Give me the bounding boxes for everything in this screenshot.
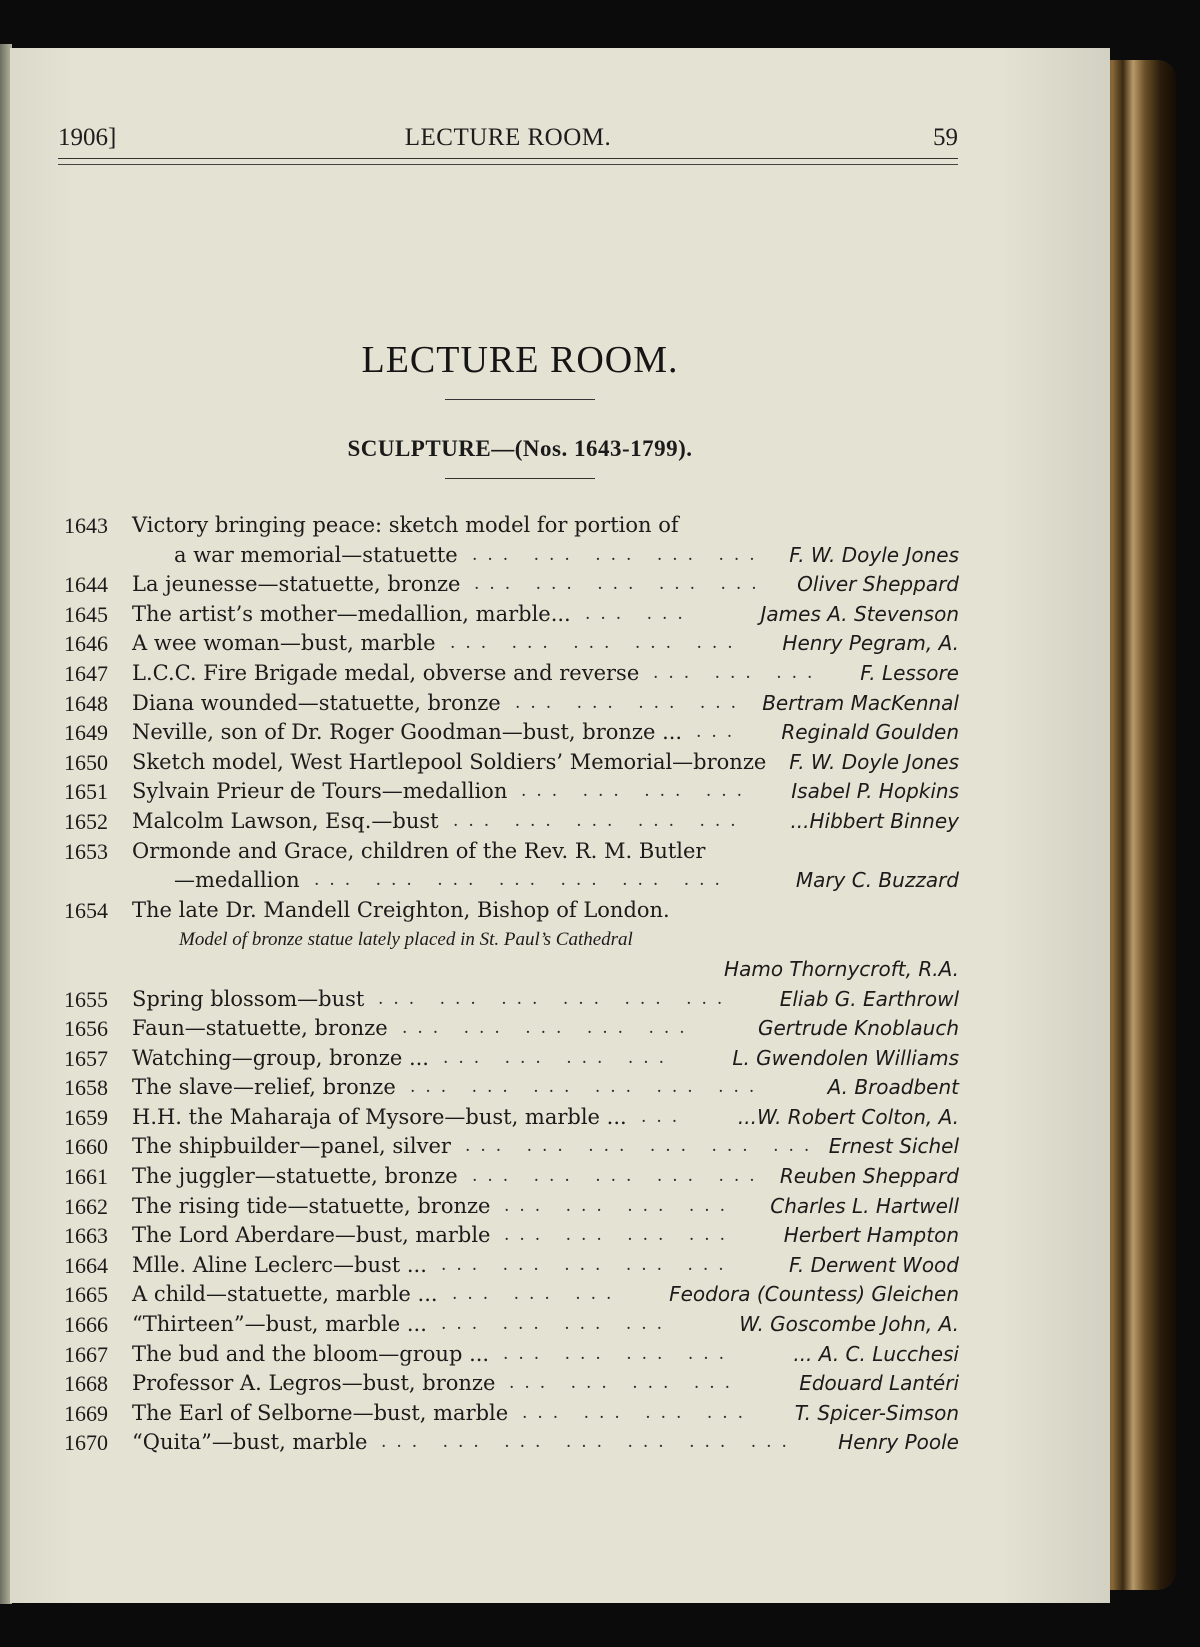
entry-description: Diana wounded—statuette, bronze [132,690,501,715]
leader-dots: ... ... ... ... [504,1225,736,1246]
leader-dots: ... ... ... ... [515,692,747,713]
catalogue-entry [64,807,959,837]
catalogue-entry [64,1251,959,1281]
catalogue-number: 1670 [64,1430,108,1456]
entry-description-cont: a war memorial—statuette [174,542,458,567]
entry-description: Faun—statuette, bronze [132,1016,388,1041]
page-number: 59 [933,124,958,151]
entry-note-line [64,925,959,955]
artist-name: Henry Pegram, A. [782,631,959,656]
artist-name: ...W. Robert Colton, A. [737,1104,959,1129]
artist-name: Eliab G. Earthrowl [779,986,959,1011]
artist-name: L. Gwendolen Williams [732,1045,959,1070]
artist-name: Oliver Sheppard [797,572,959,597]
artist-name: F. W. Doyle Jones [789,542,959,567]
catalogue-entry [64,1192,959,1222]
catalogue-number: 1658 [64,1075,108,1101]
catalogue-entry [64,777,959,807]
catalogue-number: 1644 [64,572,108,598]
leader-dots: ... ... ... ... ... ... [465,1136,820,1157]
artist-name: Isabel P. Hopkins [791,779,959,804]
catalogue-number: 1652 [64,808,108,834]
entry-description: Sketch model, West Hartlepool Soldiers’ Memorial—bronze [132,749,767,774]
catalogue-number: 1663 [64,1223,108,1249]
artist-name: Ernest Sichel [828,1134,959,1159]
running-head-title: LECTURE ROOM. [404,124,612,151]
entry-description-cont: —medallion [174,868,300,893]
entry-note: Model of bronze statue lately placed in St. Paul’s Cathedral [179,929,633,951]
entry-description: Victory bringing peace: sketch model for portion of [132,513,679,537]
catalogue-entry [64,1399,959,1429]
entry-description: Neville, son of Dr. Roger Goodman—bust, bronze ... [132,720,683,745]
leader-dots: ... ... ... ... [504,1195,736,1216]
artist-name: Hamo Thornycroft, R.A. [724,956,959,981]
entry-artist-line [64,955,959,985]
artist-name: Henry Poole [838,1430,959,1455]
leader-dots: ... ... ... ... ... [453,810,746,831]
catalogue-entry [64,985,959,1015]
leader-dots: ... ... ... ... ... [474,574,767,595]
artist-name: Reginald Goulden [781,720,959,745]
catalogue-entry [64,1369,959,1399]
leader-dots: ... ... ... ... [443,1047,675,1068]
artist-name: Mary C. Buzzard [795,868,959,893]
section-subtitle: SCULPTURE—(Nos. 1643-1799). [347,436,693,461]
entry-description: Malcolm Lawson, Esq.—bust [132,808,439,833]
running-head-year: 1906] [58,124,117,151]
catalogue-entry [64,1044,959,1074]
catalogue-entry [64,896,959,926]
header-double-rule [58,158,958,165]
artist-name: Edouard Lantéri [799,1371,959,1396]
entry-description: “Quita”—bust, marble [132,1430,368,1455]
catalogue-number: 1649 [64,720,108,746]
leader-dots: ... ... ... ... ... [450,633,743,654]
artist-name: Charles L. Hartwell [770,1193,959,1218]
leader-dots: ... ... ... ... ... [472,544,765,565]
catalogue-entry [64,1340,959,1370]
artist-name: T. Spicer-Simson [794,1400,959,1425]
artist-name: Feodora (Countess) Gleichen [669,1282,959,1307]
leader-dots: ... ... ... ... [509,1373,741,1394]
artist-name: A. Broadbent [827,1075,959,1100]
catalogue-entry [64,1014,959,1044]
catalogue-entry [64,1162,959,1192]
entry-description: H.H. the Maharaja of Mysore—bust, marble ... [132,1104,627,1129]
catalogue-number: 1643 [64,513,108,538]
entry-description: Spring blossom—bust [132,986,365,1011]
artist-name: ...Hibbert Binney [790,808,959,833]
leader-dots: ... ... ... ... ... [402,1018,695,1039]
artist-name: Reuben Sheppard [779,1164,959,1189]
leader-dots: ... ... ... ... ... ... ... [381,1432,797,1453]
leader-dots: ... [641,1106,688,1127]
catalogue-entry [64,1132,959,1162]
catalogue-entry [64,1221,959,1251]
running-head [58,124,958,156]
catalogue-number: 1653 [64,838,108,864]
catalogue-number: 1655 [64,986,108,1012]
catalogue-number: 1656 [64,1016,108,1042]
catalogue-entry [64,689,959,719]
entry-continuation [64,866,959,896]
leader-dots: ... ... ... [452,1284,622,1305]
catalogue-number: 1651 [64,779,108,805]
entry-description: Sylvain Prieur de Tours—medallion [132,779,508,804]
catalogue-entry [64,1280,959,1310]
catalogue-number: 1648 [64,690,108,716]
entry-description: L.C.C. Fire Brigade medal, obverse and reverse [132,660,640,685]
leader-dots: ... ... ... ... [521,781,753,802]
artist-name: F. Derwent Wood [788,1252,959,1277]
artist-name: Gertrude Knoblauch [757,1016,959,1041]
catalogue-entry [64,1428,959,1458]
artist-name: Bertram MacKennal [762,690,959,715]
leader-dots: ... ... ... ... ... [472,1166,765,1187]
artist-name: F. W. Doyle Jones [789,749,959,774]
catalogue-number: 1654 [64,897,108,923]
title-rule [445,399,595,400]
entry-description: The juggler—statuette, bronze [132,1164,458,1189]
entry-description: The shipbuilder—panel, silver [132,1134,451,1159]
entry-description: La jeunesse—statuette, bronze [132,572,461,597]
leader-dots: ... ... ... ... ... ... [410,1077,765,1098]
entry-description: The late Dr. Mandell Creighton, Bishop of London. [132,897,670,922]
artist-name: Herbert Hampton [783,1223,959,1248]
entry-description: A child—statuette, marble ... [132,1282,438,1307]
catalogue-number: 1645 [64,601,108,627]
artist-name: F. Lessore [860,660,959,685]
catalogue-entry [64,1073,959,1103]
catalogue-entry [64,511,959,541]
entry-description: The slave—relief, bronze [132,1075,396,1100]
entry-description: The rising tide—statuette, bronze [132,1193,491,1218]
leader-dots: ... ... ... ... [522,1402,754,1423]
catalogue-entry [64,748,959,778]
entry-continuation [64,541,959,571]
catalogue-number: 1664 [64,1252,108,1278]
entry-description: Watching—group, bronze ... [132,1045,429,1070]
artist-name: W. Goscombe John, A. [739,1312,959,1337]
leader-dots: ... [696,722,743,743]
catalogue-number: 1668 [64,1371,108,1397]
catalogue-number: 1665 [64,1282,108,1308]
leader-dots: ... ... [585,603,693,624]
catalogue-number: 1662 [64,1193,108,1219]
entry-description: The artist’s mother—medallion, marble... [132,601,571,626]
artist-name: ... A. C. Lucchesi [793,1341,959,1366]
leader-dots: ... ... ... ... [441,1314,673,1335]
page-title: LECTURE ROOM. [361,339,679,381]
catalogue-number: 1661 [64,1164,108,1190]
leader-dots: ... ... ... ... [503,1343,735,1364]
entry-description: Ormonde and Grace, children of the Rev. R. M. Butler [132,838,706,863]
catalogue-entry [64,718,959,748]
catalogue-entry [64,837,959,867]
subtitle-rule [445,478,595,479]
catalogue-entry [64,659,959,689]
entry-description: Professor A. Legros—bust, bronze [132,1371,496,1396]
catalogue-number: 1646 [64,631,108,657]
artist-name: James A. Stevenson [760,601,959,626]
catalogue-list [64,511,959,1458]
entry-description: “Thirteen”—bust, marble ... [132,1312,427,1337]
leader-dots: ... ... ... ... ... ... ... [314,870,730,891]
entry-description: The Earl of Selborne—bust, marble [132,1400,509,1425]
catalogue-number: 1660 [64,1134,108,1160]
catalogue-number: 1666 [64,1312,108,1338]
catalogue-number: 1669 [64,1400,108,1426]
entry-description: Mlle. Aline Leclerc—bust ... [132,1252,427,1277]
catalogue-entry [64,629,959,659]
catalogue-number: 1647 [64,660,108,686]
entry-description: The Lord Aberdare—bust, marble [132,1223,491,1248]
leader-dots: ... ... ... ... ... ... [378,988,733,1009]
leader-dots: ... ... ... ... ... [441,1254,734,1275]
catalogue-entry [64,1103,959,1133]
catalogue-entry [64,1310,959,1340]
leader-dots: ... ... ... [653,662,823,683]
catalogue-entry [64,600,959,630]
catalogue-number: 1667 [64,1341,108,1367]
catalogue-number: 1659 [64,1104,108,1130]
catalogue-number: 1650 [64,749,108,775]
entry-description: The bud and the bloom—group ... [132,1341,490,1366]
catalogue-entry [64,570,959,600]
catalogue-number: 1657 [64,1045,108,1071]
entry-description: A wee woman—bust, marble [132,631,436,656]
